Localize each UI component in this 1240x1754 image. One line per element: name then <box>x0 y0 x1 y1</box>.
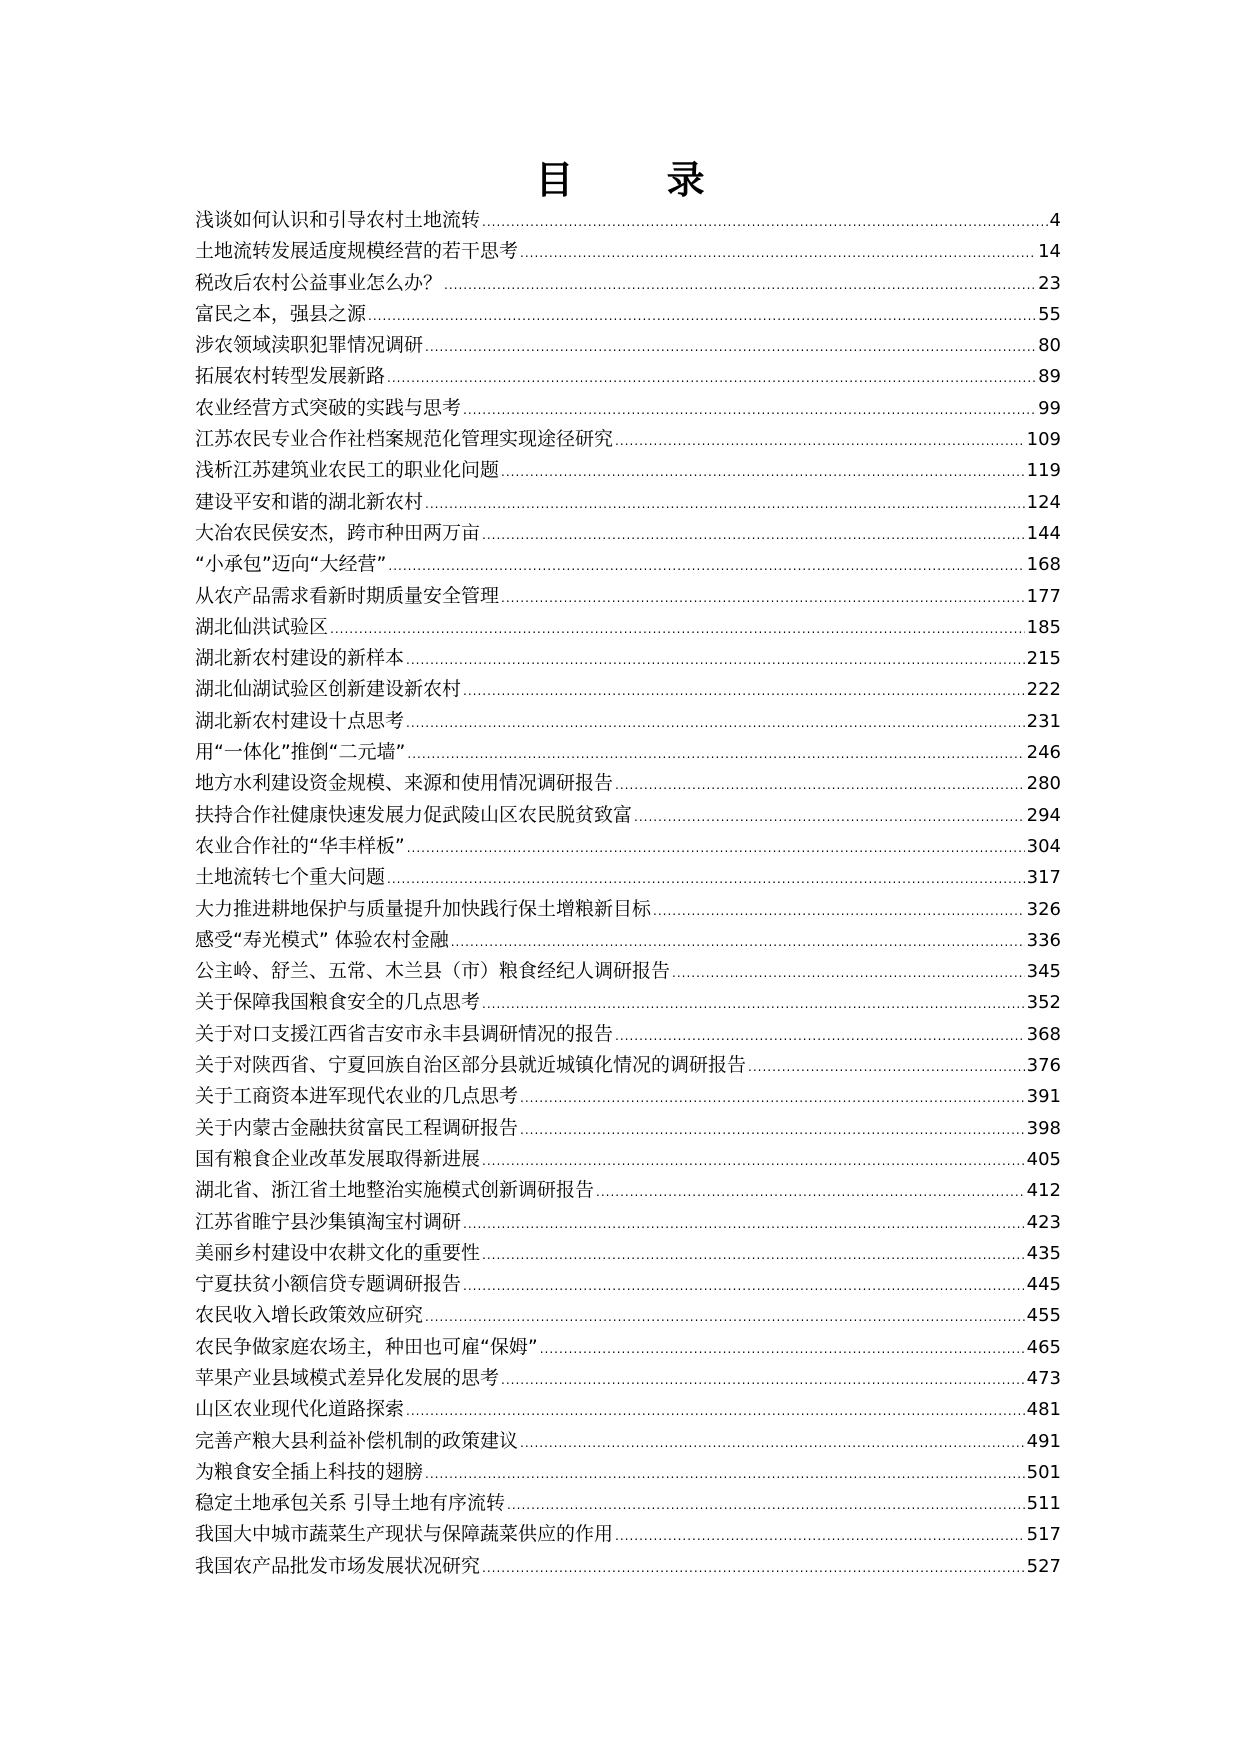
toc-entry[interactable] <box>195 706 1061 737</box>
toc-entry-title: 湖北仙湖试验区创新建设新农村 <box>195 678 462 701</box>
toc-entry[interactable] <box>195 1363 1061 1394</box>
toc-entry-title: 国有粮食企业改革发展取得新进展 <box>195 1147 481 1170</box>
toc-entry[interactable] <box>195 674 1061 705</box>
dot-leader <box>425 1459 1025 1490</box>
toc-entry[interactable] <box>195 549 1061 580</box>
toc-entry-page-number: 473 <box>1026 1367 1061 1389</box>
toc-entry-page-number: 445 <box>1026 1274 1061 1296</box>
toc-entry[interactable] <box>195 455 1061 486</box>
toc-entry-page-number: 345 <box>1026 961 1061 983</box>
dot-leader <box>634 802 1025 833</box>
toc-entry-title: 我国农产品批发市场发展状况研究 <box>195 1554 481 1577</box>
toc-entry-title: 税改后农村公益事业怎么办？ <box>195 271 443 294</box>
toc-entry[interactable] <box>195 1144 1061 1175</box>
toc-entry-page-number: 398 <box>1026 1117 1061 1139</box>
toc-entry[interactable] <box>195 894 1061 925</box>
toc-entry-title: 苹果产业县域模式差异化发展的思考 <box>195 1366 500 1389</box>
toc-entry[interactable] <box>195 581 1061 612</box>
toc-entry-page-number: 119 <box>1026 460 1061 482</box>
toc-entry-title: 感受“寿光模式” 体验农村金融 <box>195 928 449 951</box>
toc-entry-page-number: 435 <box>1026 1242 1061 1264</box>
toc-entry[interactable] <box>195 487 1061 518</box>
toc-entry-title: 用“一体化”推倒“二元墙” <box>195 741 406 764</box>
toc-entry[interactable] <box>195 1019 1061 1050</box>
toc-entry-page-number: 294 <box>1026 804 1061 826</box>
toc-entry-title: 江苏农民专业合作社档案规范化管理实现途径研究 <box>195 428 614 451</box>
dot-leader <box>672 958 1025 989</box>
toc-entry-page-number: 336 <box>1026 929 1061 951</box>
dot-leader <box>653 896 1025 927</box>
toc-entry-page-number: 352 <box>1026 992 1061 1014</box>
toc-entry-title: 关于工商资本进军现代农业的几点思考 <box>195 1085 519 1108</box>
dot-leader <box>748 1052 1025 1083</box>
dot-leader <box>501 1365 1025 1396</box>
toc-entry-title: 湖北省、浙江省土地整治实施模式创新调研报告 <box>195 1179 595 1202</box>
toc-entry[interactable] <box>195 1081 1061 1112</box>
toc-entry[interactable] <box>195 361 1061 392</box>
toc-entry[interactable] <box>195 956 1061 987</box>
toc-entry-page-number: 246 <box>1026 742 1061 764</box>
toc-entry-page-number: 80 <box>1038 335 1061 357</box>
toc-entry-title: 农业合作社的“华丰样板” <box>195 834 405 857</box>
toc-entry-title: 大冶农民侯安杰，跨市种田两万亩 <box>195 521 481 544</box>
toc-entry-page-number: 99 <box>1038 397 1061 419</box>
dot-leader <box>520 238 1036 269</box>
toc-entry-title: 涉农领域渎职犯罪情况调研 <box>195 334 424 357</box>
dot-leader <box>406 645 1025 676</box>
dot-leader <box>451 927 1025 958</box>
toc-entry[interactable] <box>195 330 1061 361</box>
toc-entry[interactable] <box>195 768 1061 799</box>
toc-entry[interactable] <box>195 831 1061 862</box>
dot-leader <box>425 1302 1025 1333</box>
toc-entry-page-number: 55 <box>1038 303 1061 325</box>
toc-entry-title: “小承包”迈向“大经营” <box>195 553 387 576</box>
toc-entry[interactable] <box>195 1519 1061 1550</box>
toc-entry[interactable] <box>195 1050 1061 1081</box>
toc-entry-page-number: 376 <box>1026 1055 1061 1077</box>
toc-entry[interactable] <box>195 268 1061 299</box>
toc-entry[interactable] <box>195 862 1061 893</box>
toc-entry-page-number: 177 <box>1026 585 1061 607</box>
toc-entry[interactable] <box>195 1207 1061 1238</box>
toc-entry-title: 拓展农村转型发展新路 <box>195 365 386 388</box>
page-title: 目 录 <box>535 158 745 202</box>
toc-entry-title: 富民之本，强县之源 <box>195 302 367 325</box>
toc-entry-page-number: 89 <box>1038 366 1061 388</box>
dot-leader <box>406 708 1025 739</box>
dot-leader <box>615 770 1025 801</box>
toc-entry-title: 土地流转发展适度规模经营的若干思考 <box>195 240 519 263</box>
toc-entry-page-number: 231 <box>1026 710 1061 732</box>
dot-leader <box>425 332 1036 363</box>
dot-leader <box>482 1240 1025 1271</box>
toc-entry[interactable] <box>195 205 1061 236</box>
toc-entry[interactable] <box>195 299 1061 330</box>
toc-entry-page-number: 326 <box>1026 898 1061 920</box>
toc-entry-page-number: 368 <box>1026 1023 1061 1045</box>
toc-entry-title: 宁夏扶贫小额信贷专题调研报告 <box>195 1273 462 1296</box>
toc-entry-page-number: 391 <box>1026 1086 1061 1108</box>
toc-entry[interactable] <box>195 1551 1061 1582</box>
toc-entry-title: 地方水利建设资金规模、来源和使用情况调研报告 <box>195 772 614 795</box>
toc-entry-page-number: 405 <box>1026 1148 1061 1170</box>
toc-entry[interactable] <box>195 1488 1061 1519</box>
dot-leader <box>463 1209 1025 1240</box>
toc-entry[interactable] <box>195 925 1061 956</box>
dot-leader <box>596 1177 1025 1208</box>
toc-entry-title: 江苏省睢宁县沙集镇淘宝村调研 <box>195 1210 462 1233</box>
toc-entry-page-number: 412 <box>1026 1180 1061 1202</box>
dot-leader <box>615 1521 1025 1552</box>
toc-entry-page-number: 517 <box>1026 1524 1061 1546</box>
toc-entry-page-number: 511 <box>1026 1493 1061 1515</box>
toc-entry[interactable] <box>195 236 1061 267</box>
toc-entry-title: 从农产品需求看新时期质量安全管理 <box>195 584 500 607</box>
dot-leader <box>368 301 1036 332</box>
toc-entry-page-number: 423 <box>1026 1211 1061 1233</box>
dot-leader <box>482 989 1025 1020</box>
toc-entry[interactable] <box>195 612 1061 643</box>
toc-entry-page-number: 304 <box>1026 835 1061 857</box>
toc-entry-title: 关于保障我国粮食安全的几点思考 <box>195 991 481 1014</box>
dot-leader <box>463 395 1036 426</box>
toc-entry-title: 农民争做家庭农场主，种田也可雇“保姆” <box>195 1335 538 1358</box>
dot-leader <box>482 520 1025 551</box>
toc-entry-title: 关于对口支援江西省吉安市永丰县调研情况的报告 <box>195 1022 614 1045</box>
dot-leader <box>501 583 1025 614</box>
toc-entry[interactable] <box>195 518 1061 549</box>
toc-entry-title: 完善产粮大县利益补偿机制的政策建议 <box>195 1429 519 1452</box>
dot-leader <box>387 363 1036 394</box>
toc-entry[interactable] <box>195 1300 1061 1331</box>
dot-leader <box>507 1490 1025 1521</box>
toc-entry-page-number: 4 <box>1049 210 1061 231</box>
toc-entry-title: 山区农业现代化道路探索 <box>195 1398 405 1421</box>
toc-entry-title: 浅谈如何认识和引导农村土地流转 <box>195 209 481 231</box>
toc-entry-title: 我国大中城市蔬菜生产现状与保障蔬菜供应的作用 <box>195 1523 614 1546</box>
dot-leader <box>407 739 1024 770</box>
toc-entry-page-number: 144 <box>1026 522 1061 544</box>
toc-entry-page-number: 481 <box>1026 1399 1061 1421</box>
table-of-contents <box>195 205 1061 1582</box>
toc-entry-title: 关于内蒙古金融扶贫富民工程调研报告 <box>195 1116 519 1139</box>
toc-entry[interactable] <box>195 1332 1061 1363</box>
toc-entry-page-number: 465 <box>1026 1336 1061 1358</box>
toc-entry[interactable] <box>195 1269 1061 1300</box>
dot-leader <box>482 1553 1025 1584</box>
toc-entry[interactable] <box>195 1394 1061 1425</box>
toc-entry-title: 稳定土地承包关系 引导土地有序流转 <box>195 1492 506 1515</box>
toc-entry[interactable] <box>195 800 1061 831</box>
toc-entry[interactable] <box>195 1426 1061 1457</box>
toc-entry-page-number: 168 <box>1026 554 1061 576</box>
dot-leader <box>463 676 1025 707</box>
toc-entry-title: 公主岭、舒兰、五常、木兰县（市）粮食经纪人调研报告 <box>195 960 671 983</box>
toc-entry-page-number: 501 <box>1026 1461 1061 1483</box>
toc-entry-page-number: 23 <box>1038 272 1061 294</box>
toc-entry-page-number: 280 <box>1026 773 1061 795</box>
toc-entry[interactable] <box>195 424 1061 455</box>
dot-leader <box>520 1083 1025 1114</box>
dot-leader <box>482 207 1048 238</box>
toc-entry-page-number: 317 <box>1026 867 1061 889</box>
dot-leader <box>425 489 1025 520</box>
toc-entry[interactable] <box>195 987 1061 1018</box>
toc-entry[interactable] <box>195 643 1061 674</box>
toc-entry-title: 农业经营方式突破的实践与思考 <box>195 396 462 419</box>
toc-entry-title: 扶持合作社健康快速发展力促武陵山区农民脱贫致富 <box>195 803 633 826</box>
toc-entry-title: 大力推进耕地保护与质量提升加快践行保土增粮新目标 <box>195 897 652 920</box>
toc-entry-page-number: 185 <box>1026 616 1061 638</box>
toc-entry-page-number: 527 <box>1026 1555 1061 1577</box>
dot-leader <box>407 833 1025 864</box>
toc-entry-page-number: 215 <box>1026 648 1061 670</box>
toc-entry[interactable] <box>195 1175 1061 1206</box>
dot-leader <box>406 1396 1025 1427</box>
toc-entry-title: 湖北仙洪试验区 <box>195 615 329 638</box>
toc-entry-title: 浅析江苏建筑业农民工的职业化问题 <box>195 459 500 482</box>
toc-entry-page-number: 222 <box>1026 679 1061 701</box>
dot-leader <box>482 1146 1025 1177</box>
toc-entry[interactable] <box>195 1238 1061 1269</box>
toc-entry-title: 湖北新农村建设十点思考 <box>195 709 405 732</box>
toc-entry-page-number: 14 <box>1038 241 1061 263</box>
toc-entry-title: 土地流转七个重大问题 <box>195 866 386 889</box>
dot-leader <box>463 1271 1025 1302</box>
toc-entry-page-number: 109 <box>1026 429 1061 451</box>
toc-entry-title: 美丽乡村建设中农耕文化的重要性 <box>195 1241 481 1264</box>
toc-entry-page-number: 455 <box>1026 1305 1061 1327</box>
dot-leader <box>388 551 1024 582</box>
dot-leader <box>520 1115 1025 1146</box>
dot-leader <box>501 457 1025 488</box>
toc-entry[interactable] <box>195 737 1061 768</box>
toc-entry-title: 农民收入增长政策效应研究 <box>195 1304 424 1327</box>
toc-entry[interactable] <box>195 1457 1061 1488</box>
toc-entry[interactable] <box>195 1113 1061 1144</box>
dot-leader <box>330 614 1025 645</box>
toc-entry-title: 湖北新农村建设的新样本 <box>195 647 405 670</box>
toc-entry-page-number: 491 <box>1026 1430 1061 1452</box>
dot-leader <box>615 1021 1025 1052</box>
dot-leader <box>520 1428 1025 1459</box>
toc-entry-title: 关于对陕西省、宁夏回族自治区部分县就近城镇化情况的调研报告 <box>195 1054 747 1077</box>
dot-leader <box>615 426 1025 457</box>
dot-leader <box>540 1334 1025 1365</box>
toc-entry[interactable] <box>195 393 1061 424</box>
dot-leader <box>444 270 1036 301</box>
toc-entry-title: 建设平安和谐的湖北新农村 <box>195 490 424 513</box>
toc-entry-page-number: 124 <box>1026 491 1061 513</box>
dot-leader <box>387 864 1025 895</box>
toc-entry-title: 为粮食安全插上科技的翅膀 <box>195 1460 424 1483</box>
